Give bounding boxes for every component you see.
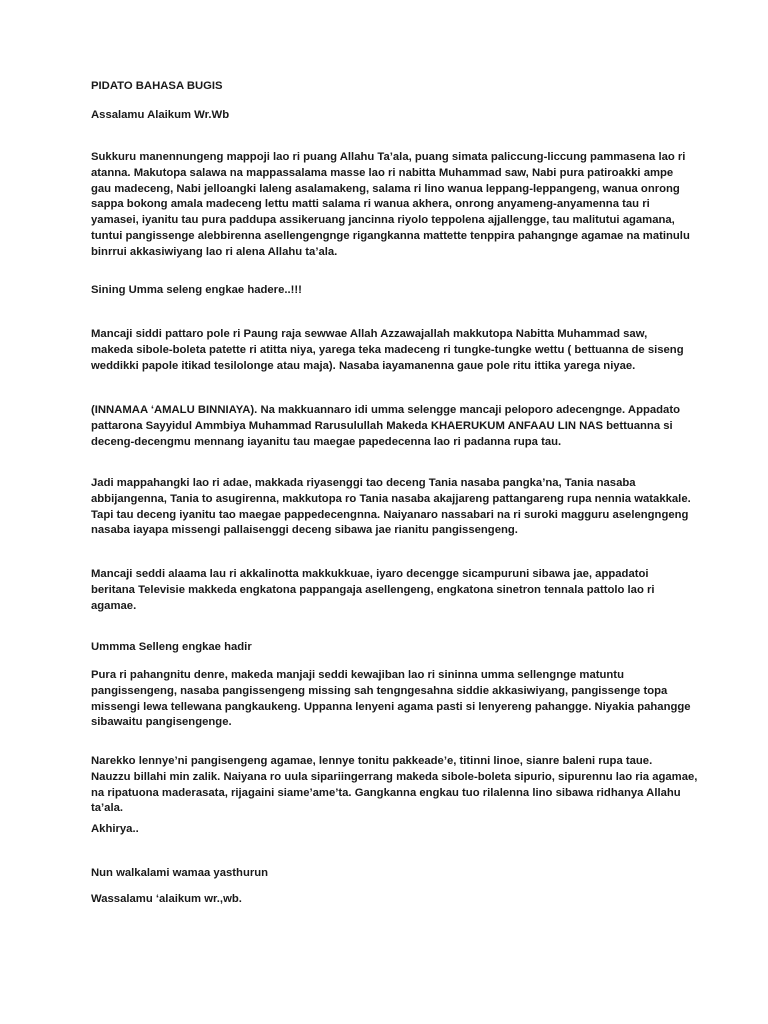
text-line: Nauzzu billahi min zalik. Naiyana ro uula sipariingerrang makeda sibole-boleta sipurio, sipurennu lao ria agamae, bbox=[91, 770, 698, 783]
text-line: sappa bokong amala madeceng lettu matti salama ri wanua akhera, onrong anyameng-anyamenna tau ri bbox=[91, 198, 650, 211]
closing-line: Akhirya.. bbox=[91, 823, 139, 835]
paragraph-3 bbox=[91, 403, 680, 450]
text-line: Sukkuru manennungeng mappoji lao ri puang Allahu Ta’ala, puang simata paliccung-liccung pammasena lao ri bbox=[91, 151, 686, 163]
paragraph-4 bbox=[91, 476, 691, 539]
text-line: Jadi mappahangki lao ri adae, makkada riyasenggi tao deceng Tania nasaba pangka’na, Tania nasaba bbox=[91, 477, 636, 489]
text-line: nasaba iayapa missengi pallaisenggi deceng sibawa jae rianitu pangissengeng. bbox=[91, 524, 518, 537]
text-line: pattarona Sayyidul Ammbiya Muhammad Rarusulullah Makeda KHAERUKUM ANFAAU LIN NAS bettuanna si bbox=[91, 419, 673, 432]
paragraph-6 bbox=[91, 668, 691, 731]
text-line: Mancaji siddi pattaro pole ri Paung raja sewwae Allah Azzawajallah makkutopa Nabitta Muhammad saw, bbox=[91, 328, 648, 340]
text-line: pangissengeng, nasaba pangissengeng missing sah tengngesahna siddie akkasiwiyang, pangissenge topa bbox=[91, 684, 668, 697]
text-line: Pura ri pahangnitu denre, makeda manjaji seddi kewajiban lao ri sininna umma sellengnge matuntu bbox=[91, 669, 624, 681]
paragraph-2 bbox=[91, 327, 684, 374]
text-line: Mancaji seddi alaama lau ri akkalinotta makkukkuae, iyaro decengge sicampuruni sibawa jae, appadatoi bbox=[91, 568, 649, 580]
text-line: deceng-decengmu mennang iayanitu tau maegae papedecenna lao ri padanna rupa tau. bbox=[91, 435, 562, 448]
text-line: makeda sibole-boleta patette ri atitta niya, yarega teka madeceng ri tungke-tungke wettu ( bettuanna de siseng bbox=[91, 343, 684, 356]
address-line: Ummma Selleng engkae hadir bbox=[91, 641, 252, 653]
text-line: sibawaitu pangisengenge. bbox=[91, 716, 232, 729]
closing-salutation: Wassalamu ‘alaikum wr.,wb. bbox=[91, 893, 242, 905]
text-line: Tapi tau deceng iyanitu tao maegae pappedecengnna. Naiyanaro nassabari na ri suroki magguru aselengngeng bbox=[91, 508, 689, 521]
paragraph-5 bbox=[91, 567, 655, 614]
text-line: tuntui pangissenge alebbirenna asellengengnge rigangkanna mattette tenppira pahangnge agamae na matinulu bbox=[91, 229, 690, 242]
text-line: binrrui akkasiwiyang lao ri alena Allahu ta’ala. bbox=[91, 245, 338, 258]
text-line: na ripatuona maderasata, rijagaini siame’ame’ta. Gangkanna engkau tuo rilalenna lino sibawa ridhanya Allahu bbox=[91, 786, 681, 799]
text-line: beritana Televisie makkeda engkatona pappangaja asellengeng, engkatona sinetron tennala pattolo lao ri bbox=[91, 583, 655, 596]
closing-line: Nun walkalami wamaa yasthurun bbox=[91, 867, 269, 879]
text-line: (INNAMAA ‘AMALU BINNIAYA). Na makkuannaro idi umma selengge mancaji peloporo adecengnge. Appadato bbox=[91, 404, 680, 416]
text-line: yamasei, iyanitu tau pura paddupa assikeruang jancinna riyolo teppolena ajjallengge, tau malitutui agamana, bbox=[91, 214, 675, 227]
text-line: agamae. bbox=[91, 599, 137, 612]
text-line: gau madeceng, Nabi jelloangki laleng asalamakeng, salama ri lino wanua leppang-leppangeng, wanua onrong bbox=[91, 182, 680, 195]
text-line: atanna. Makutopa salawa na mappassalama masse lao ri nabitta Muhammad saw, Nabi pura patiroakki ampe bbox=[91, 166, 674, 179]
paragraph-7 bbox=[91, 754, 697, 817]
text-line: weddikki papole itikad tesilolonge atau maja). Nasaba iayamanenna gaue pole ritu ittika yarega niyae. bbox=[91, 359, 636, 372]
greeting: Assalamu Alaikum Wr.Wb bbox=[91, 109, 230, 121]
text-line: ta’ala. bbox=[91, 802, 124, 815]
document-title: PIDATO BAHASA BUGIS bbox=[91, 80, 223, 92]
text-line: abbijangenna, Tania to asugirenna, makkutopa ro Tania nasaba akajjareng pattangareng rupa nennia watakkale. bbox=[91, 492, 691, 505]
paragraph-opening bbox=[91, 150, 690, 261]
address-line: Sining Umma seleng engkae hadere..!!! bbox=[91, 284, 302, 296]
text-line: Narekko lennye’ni pangisengeng agamae, lennye tonitu pakkeade’e, titinni linoe, sianre baleni rupa taue. bbox=[91, 755, 653, 767]
text-line: missengi lewa tellewana pangkaukeng. Uppanna lenyeni agama pasti si lenyereng pahangge. Niyakia pahangge bbox=[91, 700, 691, 713]
